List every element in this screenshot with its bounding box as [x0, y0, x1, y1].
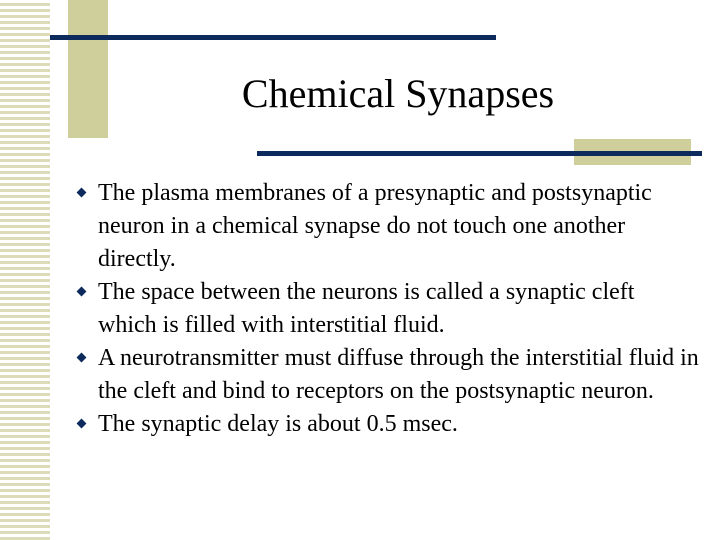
- diamond-bullet-icon: [77, 419, 87, 429]
- slide-title: Chemical Synapses: [241, 71, 555, 116]
- title-rule-top: [50, 35, 496, 40]
- diamond-bullet-icon: [77, 287, 87, 297]
- bullet-text: The plasma membranes of a presynaptic and postsynaptic neuron in a chemical synapse do not touch one another directly.: [98, 180, 652, 272]
- decorative-tan-block-top: [68, 0, 108, 138]
- diamond-bullet-icon: [77, 353, 87, 363]
- diamond-bullet-icon: [77, 188, 87, 198]
- title-rule-bottom: [257, 151, 702, 156]
- bullet-item: [76, 276, 688, 342]
- bullet-text: The space between the neurons is called a synaptic cleft which is filled with interstitial fluid.: [98, 279, 635, 338]
- decorative-stripe-column: [0, 0, 50, 540]
- bullet-item: [76, 342, 718, 408]
- bullet-text: A neurotransmitter must diffuse through the interstitial fluid in the cleft and bind to receptors on the postsynaptic neuron.: [98, 345, 699, 404]
- bullet-item: [76, 177, 658, 276]
- bullet-item: [76, 408, 718, 441]
- bullet-text: The synaptic delay is about 0.5 msec.: [98, 411, 458, 437]
- bullet-list: [76, 177, 716, 441]
